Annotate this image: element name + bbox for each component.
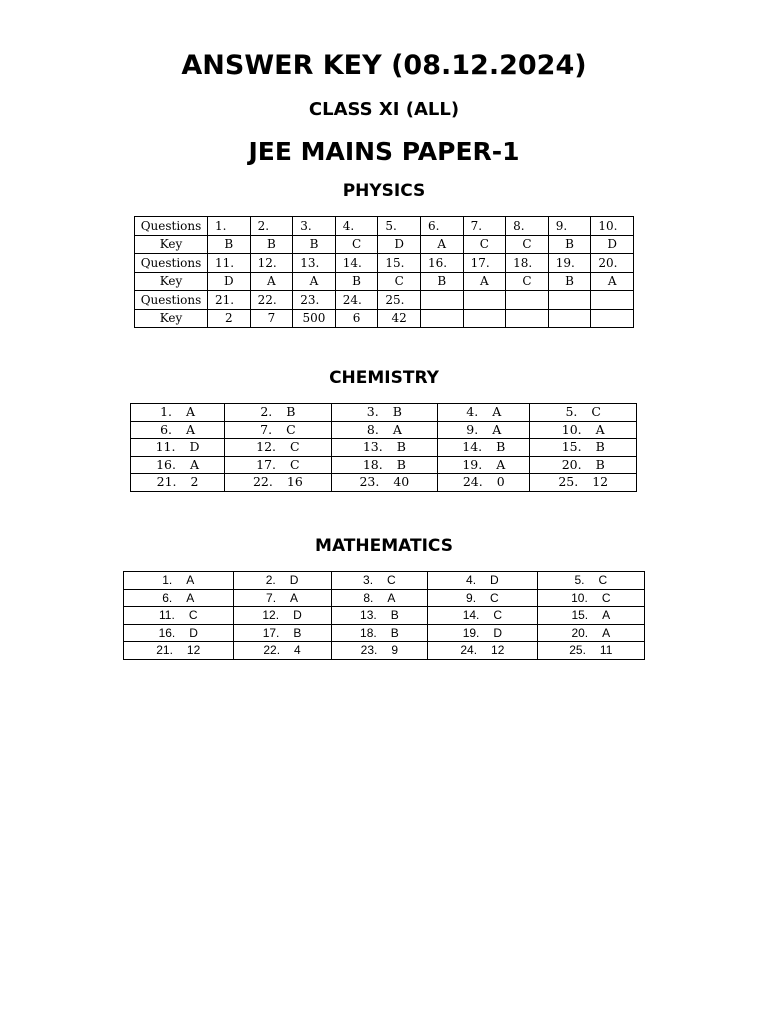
answer-cell: [537, 624, 644, 642]
answer-cell: [225, 474, 331, 492]
answer-key: A: [463, 272, 506, 291]
table-row: [124, 642, 645, 660]
question-number: 1.: [160, 404, 173, 419]
answer-key: D: [490, 573, 499, 588]
key-row: [135, 235, 634, 254]
answer-cell: [124, 589, 234, 607]
question-number: 8.: [363, 590, 374, 605]
question-number: 5.: [565, 404, 578, 419]
answer-key: 40: [393, 474, 410, 489]
question-number: 12.: [262, 608, 280, 623]
answer-cell: [530, 456, 637, 474]
answer-cell: [438, 404, 530, 422]
answer-key: C: [290, 439, 300, 454]
answer-key: C: [598, 573, 608, 588]
question-number: 13.: [362, 439, 383, 454]
question-number: 2.: [260, 404, 273, 419]
question-number: 6.: [160, 421, 173, 437]
question-number: 6.: [162, 590, 173, 605]
answer-key: C: [188, 608, 198, 623]
question-number: 10.: [591, 217, 634, 236]
answer-key: A: [602, 608, 611, 623]
answer-key: 12: [592, 474, 609, 489]
question-number: 1.: [162, 573, 173, 588]
answer-key: C: [601, 590, 611, 605]
question-number: 19.: [462, 625, 480, 640]
question-number: 14.: [462, 608, 480, 623]
question-number: 23.: [293, 291, 336, 310]
question-number: 4.: [335, 217, 378, 236]
question-number: 3.: [293, 217, 336, 236]
key-label: Key: [135, 309, 208, 328]
answer-key: B: [548, 235, 591, 254]
answer-key: B: [208, 235, 251, 254]
question-number: 3.: [366, 404, 379, 419]
answer-key: D: [378, 235, 421, 254]
answer-key: C: [490, 590, 499, 605]
question-number: 21.: [156, 643, 173, 658]
question-number: 15.: [571, 608, 589, 623]
answer-key: A: [186, 573, 195, 588]
answer-key: C: [591, 404, 601, 419]
mathematics-answer-table: [123, 571, 645, 660]
answer-cell: [225, 456, 331, 474]
question-number: 23.: [360, 643, 378, 658]
answer-key: A: [492, 421, 502, 437]
answer-key: C: [506, 235, 549, 254]
question-number: 24.: [335, 291, 378, 310]
question-number: 7.: [463, 217, 506, 236]
answer-key: C: [463, 235, 506, 254]
question-number: 9.: [466, 421, 479, 437]
answer-key: 4: [294, 643, 301, 658]
answer-key: 12: [491, 643, 505, 658]
question-number: 22.: [263, 643, 281, 658]
table-row: [124, 624, 645, 642]
answer-key: 7: [250, 309, 293, 328]
answer-key: B: [496, 439, 506, 454]
question-number: 5.: [378, 217, 421, 236]
answer-key: B: [286, 404, 296, 419]
answer-cell: [530, 404, 637, 422]
answer-key: A: [186, 404, 196, 419]
answer-cell: [331, 439, 437, 457]
answer-cell: [124, 642, 234, 660]
table-row: [131, 474, 637, 492]
question-number: 24.: [462, 474, 483, 489]
answer-key: D: [189, 625, 198, 640]
answer-cell: [331, 589, 428, 607]
questions-row: [135, 291, 634, 310]
answer-key: A: [387, 590, 396, 605]
answer-cell: [131, 404, 225, 422]
question-number: 4.: [466, 573, 477, 588]
question-number: 1.: [208, 217, 251, 236]
question-number: 11.: [159, 608, 175, 623]
answer-key: A: [602, 625, 611, 640]
table-row: [131, 456, 637, 474]
answer-key: C: [335, 235, 378, 254]
answer-key: B: [595, 439, 605, 454]
key-row: [135, 309, 634, 328]
question-number: 22.: [250, 291, 293, 310]
questions-label: Questions: [135, 217, 208, 236]
answer-cell: [537, 607, 644, 625]
question-number: 16.: [420, 254, 463, 273]
physics-answer-table: [134, 216, 634, 328]
question-number: 12.: [256, 439, 277, 454]
question-number: [463, 291, 506, 310]
question-number: 10.: [561, 421, 582, 437]
answer-key: D: [293, 608, 302, 623]
answer-cell: [131, 421, 225, 439]
question-number: 17.: [256, 456, 277, 472]
answer-key: A: [186, 421, 196, 437]
answer-key: B: [250, 235, 293, 254]
answer-cell: [331, 404, 437, 422]
question-number: 9.: [466, 590, 477, 605]
answer-key: A: [591, 272, 634, 291]
question-number: 18.: [506, 254, 549, 273]
answer-key: C: [387, 573, 396, 588]
answer-cell: [428, 589, 538, 607]
question-number: 6.: [420, 217, 463, 236]
answer-key: B: [390, 608, 399, 623]
paper-title: JEE MAINS PAPER-1: [248, 137, 520, 166]
answer-key: B: [392, 404, 402, 419]
answer-cell: [233, 589, 331, 607]
answer-key: A: [250, 272, 293, 291]
answer-key: 12: [186, 643, 201, 658]
answer-cell: [233, 607, 331, 625]
answer-key: A: [186, 590, 195, 605]
answer-cell: [331, 642, 428, 660]
answer-cell: [131, 456, 225, 474]
question-number: 10.: [571, 590, 588, 605]
answer-key: [548, 309, 591, 328]
answer-cell: [530, 421, 637, 439]
question-number: 15.: [378, 254, 421, 273]
answer-cell: [225, 421, 331, 439]
answer-cell: [438, 439, 530, 457]
question-number: 7.: [260, 421, 273, 437]
answer-key: B: [548, 272, 591, 291]
answer-key: 2: [190, 474, 199, 489]
answer-key: C: [286, 421, 296, 437]
table-row: [131, 404, 637, 422]
chemistry-heading: CHEMISTRY: [329, 368, 439, 388]
answer-cell: [233, 642, 331, 660]
answer-key: [420, 309, 463, 328]
answer-cell: [233, 624, 331, 642]
answer-cell: [124, 572, 234, 590]
question-number: 4.: [466, 404, 479, 419]
answer-key: C: [378, 272, 421, 291]
question-number: 15.: [561, 439, 582, 454]
table-row: [131, 439, 637, 457]
questions-label: Questions: [135, 291, 208, 310]
question-number: 16.: [156, 456, 176, 472]
answer-key: B: [293, 235, 336, 254]
answer-key: B: [420, 272, 463, 291]
table-row: [124, 589, 645, 607]
question-number: 25.: [378, 291, 421, 310]
answer-cell: [131, 474, 225, 492]
question-number: [420, 291, 463, 310]
question-number: 24.: [460, 643, 478, 658]
answer-key: B: [390, 625, 399, 640]
question-number: 5.: [574, 573, 585, 588]
question-number: 18.: [362, 456, 383, 472]
questions-label: Questions: [135, 254, 208, 273]
question-number: 3.: [363, 573, 374, 588]
question-number: 21.: [156, 474, 177, 489]
question-number: 23.: [359, 474, 380, 489]
answer-key: 11: [599, 643, 613, 658]
question-number: 13.: [293, 254, 336, 273]
answer-cell: [428, 572, 538, 590]
question-number: 11.: [155, 439, 176, 454]
question-number: 11.: [208, 254, 251, 273]
answer-cell: [530, 439, 637, 457]
answer-cell: [124, 624, 234, 642]
answer-key: C: [506, 272, 549, 291]
answer-key: A: [293, 272, 336, 291]
answer-key: 500: [293, 309, 336, 328]
table-row: [124, 607, 645, 625]
answer-key: A: [190, 456, 200, 472]
answer-cell: [438, 421, 530, 439]
answer-key: A: [392, 421, 402, 437]
question-number: 25.: [569, 643, 586, 658]
chemistry-answer-table: [130, 403, 637, 492]
answer-cell: [233, 572, 331, 590]
answer-cell: [331, 624, 428, 642]
answer-key: 2: [208, 309, 251, 328]
answer-key: D: [493, 625, 503, 640]
answer-key: A: [492, 404, 502, 419]
answer-cell: [537, 589, 644, 607]
answer-key: C: [493, 608, 503, 623]
question-number: 17.: [463, 254, 506, 273]
answer-key: B: [293, 625, 302, 640]
question-number: 20.: [561, 456, 582, 472]
question-number: 20.: [571, 625, 589, 640]
answer-cell: [331, 421, 437, 439]
answer-key: [591, 309, 634, 328]
answer-key: [463, 309, 506, 328]
question-number: 22.: [252, 474, 273, 489]
questions-row: [135, 217, 634, 236]
answer-cell: [428, 642, 538, 660]
question-number: 16.: [158, 625, 176, 640]
answer-key: 6: [335, 309, 378, 328]
answer-cell: [225, 404, 331, 422]
answer-key: A: [496, 456, 506, 472]
table-row: [131, 421, 637, 439]
answer-key: D: [289, 573, 299, 588]
question-number: [548, 291, 591, 310]
question-number: 25.: [558, 474, 579, 489]
page-title: ANSWER KEY (08.12.2024): [181, 50, 587, 81]
question-number: 20.: [591, 254, 634, 273]
answer-cell: [131, 439, 225, 457]
question-number: 13.: [360, 608, 377, 623]
question-number: [591, 291, 634, 310]
answer-key: 42: [378, 309, 421, 328]
questions-row: [135, 254, 634, 273]
question-number: 12.: [250, 254, 293, 273]
question-number: 9.: [548, 217, 591, 236]
key-label: Key: [135, 272, 208, 291]
question-number: 21.: [208, 291, 251, 310]
answer-key: A: [595, 421, 605, 437]
answer-key: 16: [286, 474, 303, 489]
answer-key: B: [396, 456, 406, 472]
answer-key: D: [189, 439, 200, 454]
answer-cell: [331, 474, 437, 492]
answer-key: D: [591, 235, 634, 254]
answer-key: C: [290, 456, 300, 472]
answer-cell: [530, 474, 637, 492]
question-number: 19.: [548, 254, 591, 273]
table-row: [124, 572, 645, 590]
key-label: Key: [135, 235, 208, 254]
question-number: 17.: [262, 625, 280, 640]
class-subtitle: CLASS XI (ALL): [308, 99, 460, 120]
question-number: 8.: [506, 217, 549, 236]
answer-cell: [331, 607, 428, 625]
answer-key: 0: [496, 474, 505, 489]
answer-cell: [537, 572, 644, 590]
answer-cell: [331, 572, 428, 590]
key-row: [135, 272, 634, 291]
question-number: 14.: [335, 254, 378, 273]
mathematics-heading: MATHEMATICS: [315, 536, 453, 556]
answer-cell: [537, 642, 644, 660]
question-number: 2.: [265, 573, 276, 588]
answer-key: D: [208, 272, 251, 291]
answer-key: B: [595, 456, 605, 472]
answer-key: B: [335, 272, 378, 291]
answer-cell: [331, 456, 437, 474]
answer-key: [506, 309, 549, 328]
answer-cell: [428, 624, 538, 642]
physics-heading: PHYSICS: [342, 181, 426, 201]
question-number: 8.: [366, 421, 379, 437]
answer-key: B: [396, 439, 406, 454]
answer-key: 9: [391, 643, 399, 658]
answer-cell: [225, 439, 331, 457]
answer-cell: [438, 474, 530, 492]
answer-cell: [428, 607, 538, 625]
answer-key: A: [290, 590, 299, 605]
question-number: 14.: [462, 439, 483, 454]
answer-cell: [438, 456, 530, 474]
answer-key: A: [420, 235, 463, 254]
question-number: [506, 291, 549, 310]
question-number: 2.: [250, 217, 293, 236]
question-number: 7.: [266, 590, 277, 605]
answer-cell: [124, 607, 234, 625]
question-number: 19.: [462, 456, 483, 472]
question-number: 18.: [360, 625, 377, 640]
